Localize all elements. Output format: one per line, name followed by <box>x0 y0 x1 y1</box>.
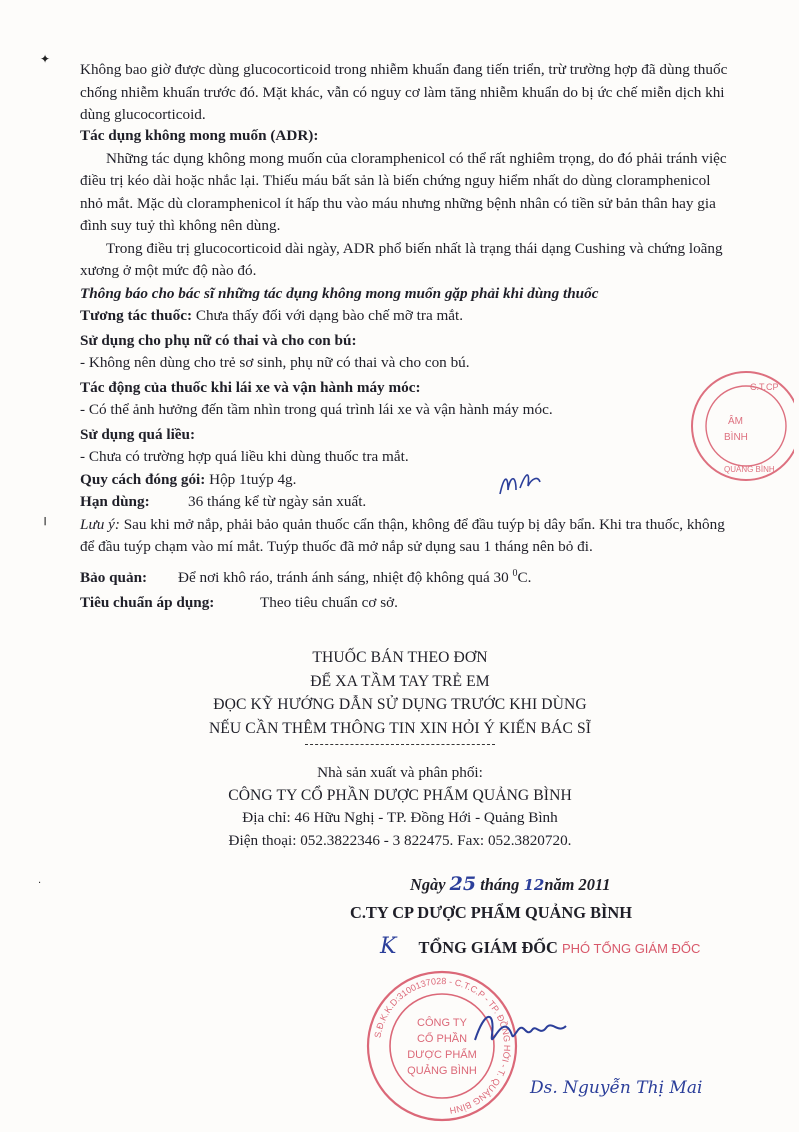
manufacturer-block <box>140 762 660 852</box>
date-prefix: Ngày <box>410 875 446 894</box>
stamp-center-line-3: DƯỢC PHẨM <box>407 1049 477 1061</box>
warning-consult-doctor: NẾU CẦN THÊM THÔNG TIN XIN HỎI Ý KIẾN BÁC SĨ <box>208 719 592 737</box>
dashed-divider <box>305 744 495 745</box>
storage-degree: 0 <box>512 567 518 579</box>
standard-label: Tiêu chuẩn áp dụng: <box>80 594 215 612</box>
side-stamp-line-2: ÂM <box>728 416 743 427</box>
shelf-life-line <box>80 491 732 514</box>
handwritten-initials <box>496 466 544 500</box>
stamp-center-line-4: QUẢNG BÌNH <box>407 1065 477 1077</box>
storage-unit: C. <box>517 568 532 586</box>
stamp-deputy-title: PHÓ TỔNG GIÁM ĐỐC <box>561 941 701 956</box>
note-text: Sau khi mở nắp, phải bảo quản thuốc cẩn thận, không để đầu tuýp bị dây bẩn. Khi tra thuốc, không để đầu tuýp chạm vào mí mắt. Tuýp thuốc đã mở nắp sử dụng sau 1 tháng nên bỏ đi. <box>80 515 725 555</box>
intro-paragraph: Không bao giờ được dùng glucocorticoid trong nhiễm khuẩn đang tiến triển, trừ trường hợp đã dùng thuốc chống nhiễm khuẩn trước đó. Mặt khác, vẫn có nguy cơ làm tăng nhiễm khuẩn do bị ức chế miễn dịch khi dùng glucocorticoid. <box>80 61 728 123</box>
warning-children: ĐỂ XA TẦM TAY TRẺ EM <box>310 672 490 690</box>
side-stamp <box>684 364 794 494</box>
stamp-center-line-1: CÔNG TY <box>417 1017 467 1029</box>
shelf-life-text: 36 tháng kể từ ngày sản xuất. <box>188 493 367 510</box>
overdose-text: - Chưa có trường hợp quá liều khi dùng thuốc tra mắt. <box>80 448 409 465</box>
side-stamp-line-1: C.T.CP <box>750 382 779 392</box>
date-month: 12 <box>523 876 545 894</box>
adr-heading: Tác dụng không mong muốn (ADR): <box>80 127 319 144</box>
adr-notice: Thông báo cho bác sĩ những tác dụng không mong muốn gặp phải khi dùng thuốc <box>80 284 599 302</box>
interaction-line <box>80 305 732 328</box>
date-year-label: năm 20 <box>544 875 595 894</box>
scan-mark-middle: ╵ <box>41 518 50 534</box>
pregnancy-text: - Không nên dùng cho trẻ sơ sinh, phụ nữ có thai và cho con bú. <box>80 354 470 371</box>
storage-label: Bảo quản: <box>80 568 148 586</box>
side-stamp-line-3: BÌNH <box>724 432 748 443</box>
driving-heading: Tác động của thuốc khi lái xe và vận hành máy móc: <box>80 378 421 396</box>
signer-name: Ds. Nguyễn Thị Mai <box>530 1078 703 1098</box>
manufacturer-address: Địa chỉ: 46 Hữu Nghị - TP. Đồng Hới - Quảng Bình <box>242 809 558 826</box>
manufacturer-phone: Điện thoại: 052.3822346 - 3 822475. Fax: 052.3820720. <box>228 831 572 849</box>
stamp-ring-text: S.Đ.K.K.D:3100137028 - C.T.C.P - TP. ĐỒNG HỚI - T. QUẢNG BÌNH <box>372 975 513 1116</box>
overdose-heading: Sử dụng quá liều: <box>80 425 196 443</box>
date-line <box>410 873 610 895</box>
signature-company: C.TY CP DƯỢC PHẨM QUẢNG BÌNH <box>350 903 632 922</box>
note-label: Lưu ý: <box>80 515 120 533</box>
shelf-life-label: Hạn dùng: <box>80 493 150 510</box>
adr-section <box>80 125 732 615</box>
signature-title-line <box>380 934 700 959</box>
intro-section <box>80 59 732 127</box>
date-month-label: tháng <box>480 875 520 894</box>
standard-line <box>80 592 732 615</box>
scan-mark-top: ✦ <box>40 52 51 66</box>
stamp-center-line-2: CỔ PHẦN <box>416 1033 468 1045</box>
warning-prescription: THUỐC BÁN THEO ĐƠN <box>312 649 488 666</box>
pregnancy-heading: Sử dụng cho phụ nữ có thai và cho con bú: <box>80 331 357 349</box>
storage-text: Để nơi khô ráo, tránh ánh sáng, nhiệt độ không quá 30 <box>178 568 513 586</box>
interaction-label: Tương tác thuốc: <box>80 307 193 324</box>
interaction-text: Chưa thấy đối với dạng bào chế mỡ tra mắt. <box>192 307 464 324</box>
warnings-block <box>140 646 660 755</box>
packaging-label: Quy cách đóng gói: <box>80 470 206 488</box>
standard-text: Theo tiêu chuẩn cơ sở. <box>260 594 398 612</box>
packaging-line <box>80 469 732 492</box>
signature-title: TỔNG GIÁM ĐỐC <box>418 938 558 957</box>
adr-paragraph-1: Những tác dụng không mong muốn của cloramphenicol có thể rất nghiêm trọng, do đó phải tránh việc điều trị kéo dài hoặc nhắc lại. Thiếu máu bất sản là biến chứng nguy hiểm nhất do dùng cloramphenicol nhỏ mắt. Mặc dù cloramphenicol ít hấp thu vào máu nhưng những bệnh nhân có tiền sử bản thân hay gia đình suy tuỷ thì không nên dùng. <box>80 149 727 234</box>
scan-mark-bottom: · <box>38 878 42 889</box>
signature-initials: K <box>380 934 397 959</box>
side-stamp-line-4: QUẢNG BÌNH <box>724 465 775 474</box>
storage-line <box>80 563 732 590</box>
adr-paragraph-2: Trong điều trị glucocorticoid dài ngày, ADR phổ biến nhất là trạng thái dạng Cushing và chứng loãng xương ở một mức độ nào đó. <box>80 239 723 279</box>
note-paragraph <box>80 514 732 559</box>
handwritten-signature <box>470 1000 580 1060</box>
date-day: 25 <box>449 873 477 895</box>
packaging-text: Hộp 1tuýp 4g. <box>209 470 297 488</box>
manufacturer-label: Nhà sản xuất và phân phối: <box>317 764 483 781</box>
warning-read-instructions: ĐỌC KỸ HƯỚNG DẪN SỬ DỤNG TRƯỚC KHI DÙNG <box>213 696 587 713</box>
driving-text: - Có thể ảnh hưởng đến tầm nhìn trong quá trình lái xe và vận hành máy móc. <box>80 401 553 418</box>
date-year-suffix: 11 <box>594 875 611 894</box>
manufacturer-company: CÔNG TY CỔ PHẦN DƯỢC PHẨM QUẢNG BÌNH <box>228 786 572 804</box>
